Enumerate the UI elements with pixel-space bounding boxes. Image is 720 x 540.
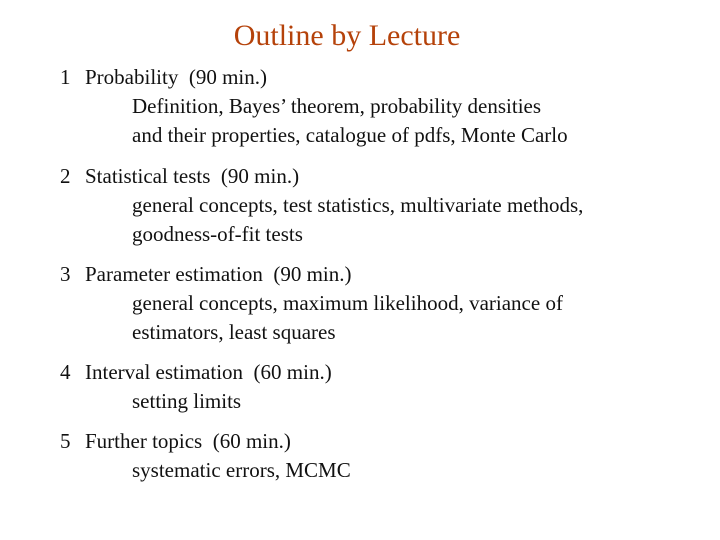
lecture-title: Statistical tests (90 min.) xyxy=(85,164,300,188)
lecture-number: 2 xyxy=(60,164,71,188)
lecture-item-4 xyxy=(60,358,332,416)
slide-title: Outline by Lecture xyxy=(233,19,461,52)
lecture-description-line: and their properties, catalogue of pdfs, Monte Carlo xyxy=(132,123,568,147)
lecture-title: Probability (90 min.) xyxy=(85,65,267,89)
lecture-description-line: systematic errors, MCMC xyxy=(132,458,351,482)
lecture-number: 4 xyxy=(60,360,71,384)
lecture-description-line: general concepts, test statistics, multivariate methods, xyxy=(132,193,584,217)
lecture-heading xyxy=(60,162,583,191)
lecture-description-line: Definition, Bayes’ theorem, probability densities xyxy=(132,94,542,118)
lecture-description-line: general concepts, maximum likelihood, variance of xyxy=(132,291,563,315)
lecture-heading xyxy=(60,358,332,387)
lecture-title: Parameter estimation (90 min.) xyxy=(85,262,352,286)
lecture-number: 1 xyxy=(60,65,71,89)
lecture-number: 3 xyxy=(60,262,71,286)
lecture-heading xyxy=(60,260,563,289)
lecture-description-line: setting limits xyxy=(132,389,242,413)
lecture-heading xyxy=(60,427,351,456)
lecture-title: Further topics (60 min.) xyxy=(85,429,291,453)
lecture-description-line: estimators, least squares xyxy=(132,320,336,344)
lecture-description-line: goodness-of-fit tests xyxy=(132,222,303,246)
lecture-number: 5 xyxy=(60,429,71,453)
lecture-heading xyxy=(60,63,568,92)
lecture-title: Interval estimation (60 min.) xyxy=(85,360,332,384)
lecture-item-1 xyxy=(60,63,568,150)
lecture-item-2 xyxy=(60,162,583,249)
lecture-item-5 xyxy=(60,427,351,485)
lecture-item-3 xyxy=(60,260,563,347)
